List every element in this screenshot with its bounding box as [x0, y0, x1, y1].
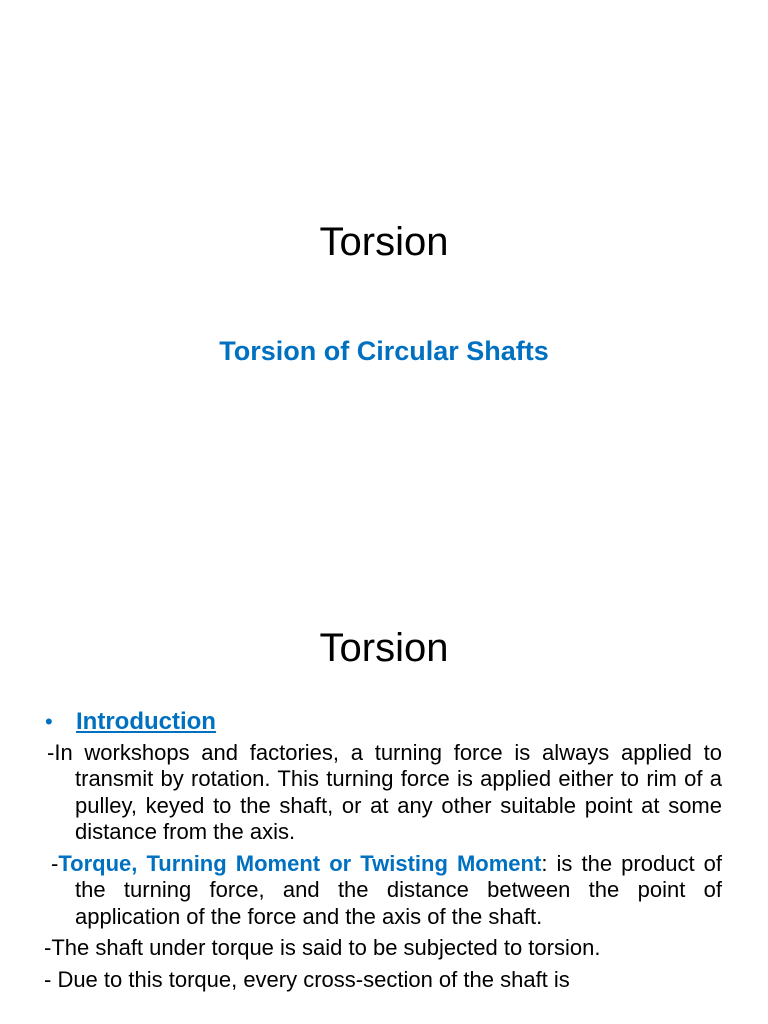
slide-subtitle: Torsion of Circular Shafts: [219, 336, 549, 366]
paragraph: -The shaft under torque is said to be subjected to torsion.: [44, 935, 601, 960]
paragraph-prefix: -: [51, 850, 59, 876]
slide-title: Torsion: [319, 220, 449, 264]
slide-2: [0, 576, 768, 1024]
bullet-item: [44, 709, 722, 736]
slide-title: Torsion: [319, 626, 449, 670]
highlighted-term: Torque, Turning Moment or Twisting Moment: [58, 850, 542, 876]
paragraph-text: : is the product of the turning force, and the distance between the point of application of the force and the axis of the shaft.: [75, 850, 723, 929]
paragraph: - Due to this torque, every cross-section of the shaft is: [44, 966, 570, 992]
paragraph: [44, 851, 722, 931]
slide-body: [44, 709, 722, 998]
paragraph: -In workshops and factories, a turning force is always applied to transmit by rotation. This turning force is applied either to rim of a pulley, keyed to the shaft, or at any other suitable point at some distance from the axis.: [47, 739, 722, 844]
bullet-icon: •: [45, 709, 53, 734]
section-heading: Introduction: [76, 708, 216, 735]
